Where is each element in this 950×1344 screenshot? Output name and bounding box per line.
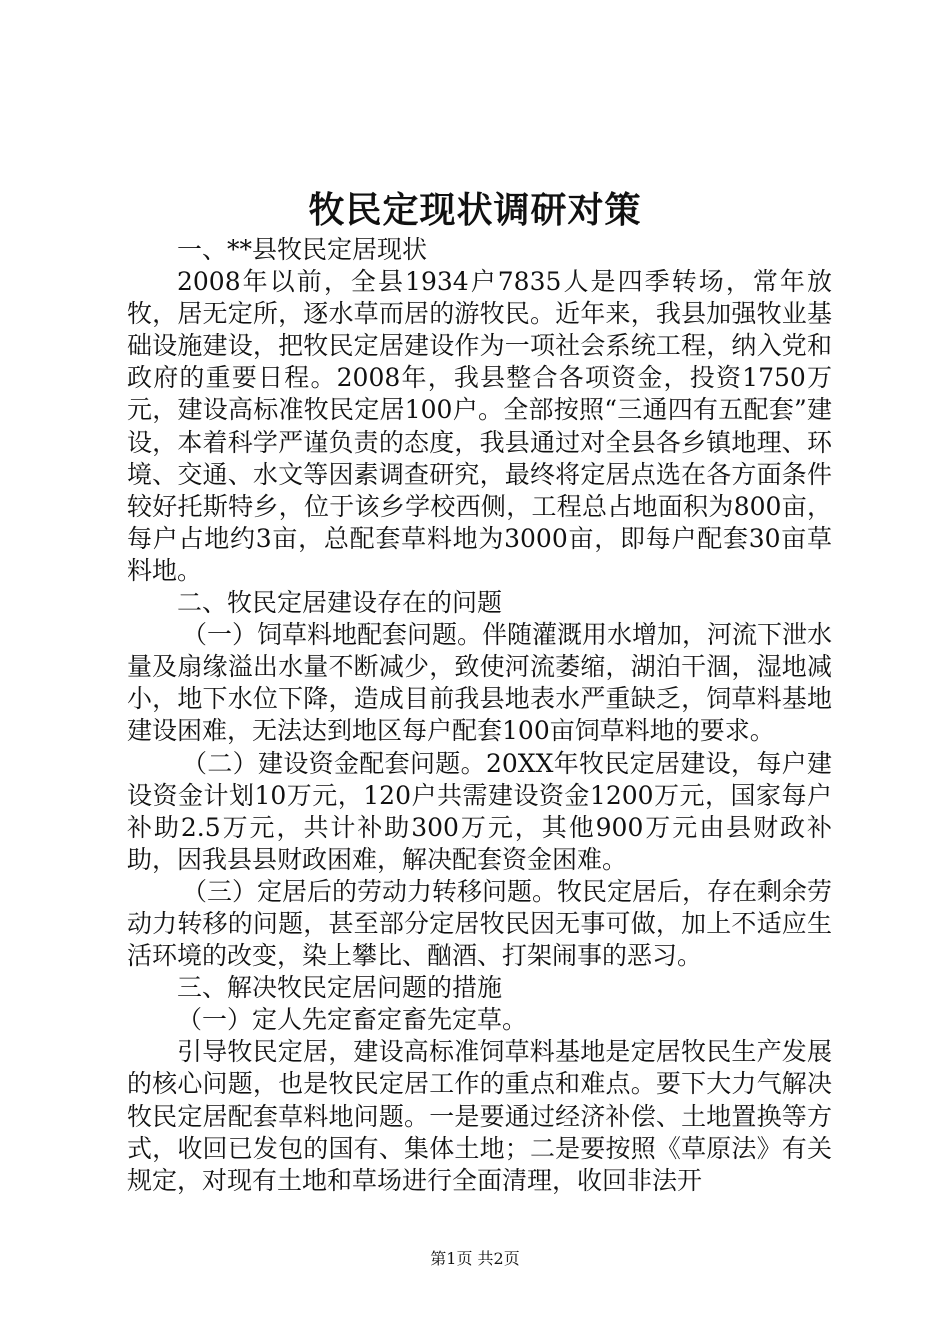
section-heading-1: 一、**县牧民定居现状: [177, 235, 428, 264]
section-heading-3: 三、解决牧民定居问题的措施: [177, 973, 503, 1003]
section-heading-2: 二、牧民定居建设存在的问题: [177, 588, 503, 618]
paragraph-measure-1: 引导牧民定居，建设高标准饲草料基地是定居牧民生产发展的核心问题，也是牧民定居工作的重点和难点。要下大力气解决牧民定居配套草料地问题。一是要通过经济补偿、土地置换等方式，收回已发包的国有、集体土地；二是要按照《草原法》有关规定，对现有土地和草场进行全面清理，收回非法开: [127, 1037, 832, 1195]
page-footer: 第1页 共2页: [430, 1249, 520, 1268]
paragraph-problem-1: （一）饲草料地配套问题。伴随灌溉用水增加，河流下泄水量及扇缘溢出水量不断减少，致使河流萎缩，湖泊干涸，湿地减小，地下水位下降，造成目前我县地表水严重缺乏，饲草料基地建设困难，无法达到地区每户配套100亩饲草料地的要求。: [127, 620, 833, 746]
document-body: [127, 234, 832, 1197]
paragraph-problem-3: （三）定居后的劳动力转移问题。牧民定居后，存在剩余劳动力转移的问题，甚至部分定居牧民因无事可做，加上不适应生活环境的改变，染上攀比、酗酒、打架闹事的恶习。: [127, 876, 833, 971]
subsection-heading-1: （一）定人先定畜定畜先定草。: [177, 1005, 528, 1035]
document-title: 牧民定现状调研对策: [308, 189, 642, 231]
paragraph-status: 2008年以前，全县1934户7835人是四季转场，常年放牧，居无定所，逐水草而居的游牧民。近年来，我县加强牧业基础设施建设，把牧民定居建设作为一项社会系统工程，纳入党和政府的重要日程。2008年，我县整合各项资金，投资1750万元，建设高标准牧民定居100户。全部按照“三通四有五配套”建设，本着科学严谨负责的态度，我县通过对全县各乡镇地理、环境、交通、水文等因素调查研究，最终将定居点选在各方面条件较好托斯特乡，位于该乡学校西侧，工程总占地面积为800亩，每户占地约3亩，总配套草料地为3000亩，即每户配套30亩草料地。: [127, 267, 832, 585]
paragraph-problem-2: （二）建设资金配套问题。20XX年牧民定居建设，每户建设资金计划10万元，120户共需建设资金1200万元，国家每户补助2.5万元，共计补助300万元，其他900万元由县财政补助，因我县县财政困难，解决配套资金困难。: [127, 748, 832, 874]
